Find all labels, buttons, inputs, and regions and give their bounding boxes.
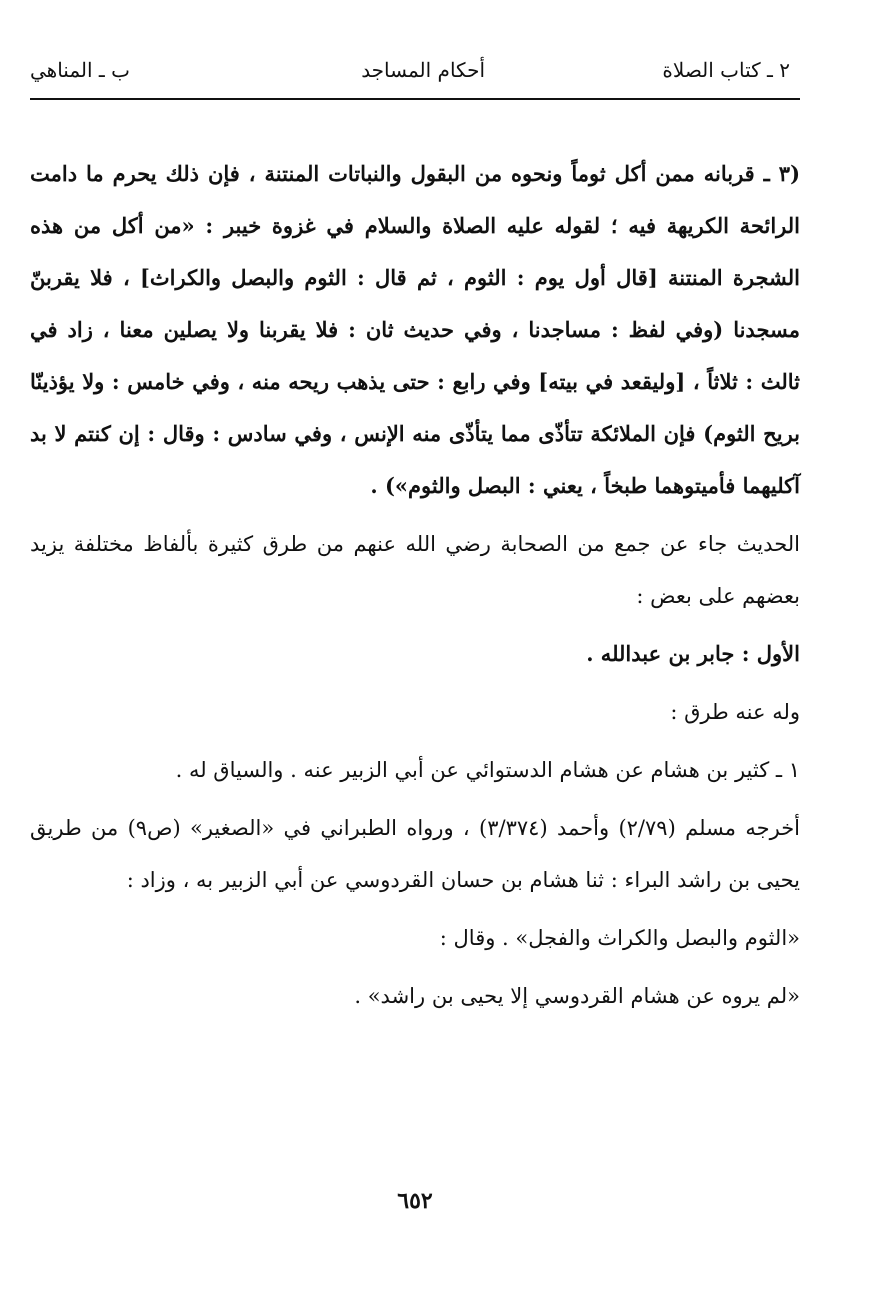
header-book-title: ٢ ـ كتاب الصلاة	[662, 58, 790, 82]
book-page	[30, 0, 800, 1294]
page-body	[30, 148, 800, 1022]
body-paragraph-6: «الثوم والبصل والكراث والفجل» . وقال :	[439, 926, 800, 950]
body-paragraph-3: وله عنه طرق :	[670, 700, 800, 724]
body-paragraph-2: الأول : جابر بن عبدالله .	[586, 641, 800, 666]
page-number: ٦٥٢	[397, 1188, 433, 1214]
rule-statement-paragraph: (٣ ـ قربانه ممن أكل ثوماً ونحوه من البقول والنباتات المنتنة ، فإن ذلك يحرم ما دامت الرائحة الكريهة فيه ؛ لقوله عليه الصلاة والسلام في غزوة خيبر : «من أكل من هذه الشجرة المنتنة [قال أول يوم : الثوم ، ثم قال : الثوم والبصل والكراث] ، فلا يقربنّ مسجدنا (وفي لفظ : مساجدنا ، وفي حديث ثان : فلا يقربنا ولا يصلين معنا ، زاد في ثالث : ثلاثاً ، [وليقعد في بيته] وفي رابع : حتى يذهب ريحه منه ، وفي خامس : ولا يؤذينّا بريح الثوم) فإن الملائكة تتأذّى مما يتأذّى منه الإنس ، وفي سادس : وقال : إن كنتم لا بد آكليهما فأميتوهما طبخاً ، يعني : البصل والثوم») .	[30, 161, 800, 498]
header-chapter-title: أحكام المساجد	[361, 58, 485, 82]
header-rule	[30, 98, 800, 100]
running-header	[30, 58, 800, 98]
body-paragraph-1: الحديث جاء عن جمع من الصحابة رضي الله عنهم من طرق كثيرة بألفاظ مختلفة يزيد بعضهم على بعض :	[30, 532, 800, 608]
body-paragraph-5: أخرجه مسلم (٢/٧٩) وأحمد (٣/٣٧٤) ، ورواه الطبراني في «الصغير» (ص٩) من طريق يحيى بن راشد البراء : ثنا هشام بن حسان القردوسي عن أبي الزبير به ، وزاد :	[30, 816, 801, 892]
header-section-title: ب ـ المناهي	[30, 58, 130, 82]
body-paragraph-7: «لم يروه عن هشام القردوسي إلا يحيى بن راشد» .	[354, 984, 800, 1008]
body-paragraph-4: ١ ـ كثير بن هشام عن هشام الدستوائي عن أبي الزبير عنه . والسياق له .	[175, 758, 800, 782]
